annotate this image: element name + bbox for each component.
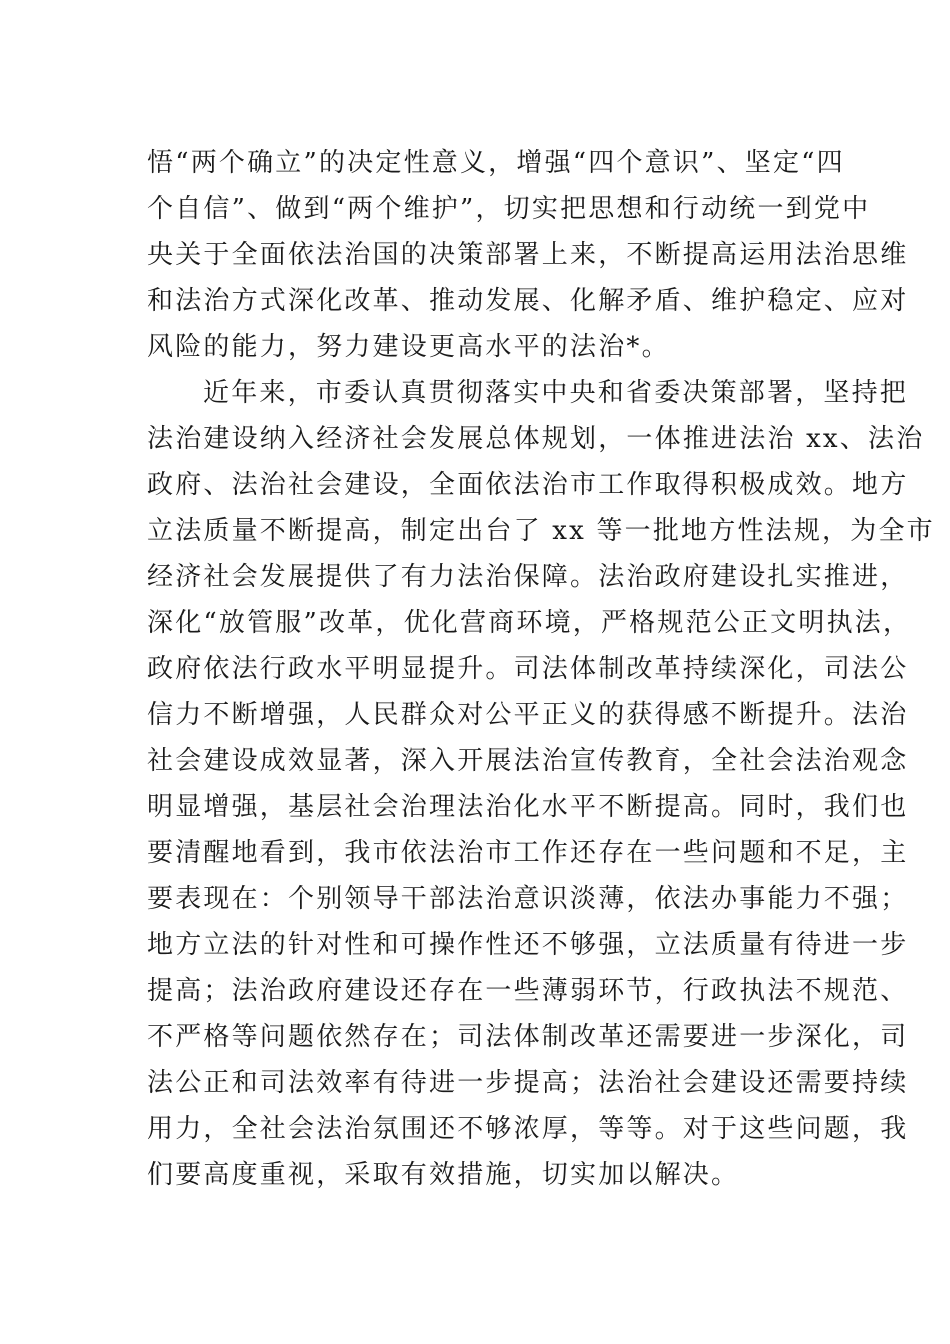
text-line: 用力，全社会法治氛围还不够浓厚，等等。对于这些问题，我 <box>147 1114 909 1144</box>
text-line: 央关于全面依法治国的决策部署上来，不断提高运用法治思维 <box>147 240 909 270</box>
text-line: 不严格等问题依然存在；司法体制改革还需要进一步深化，司 <box>147 1022 909 1052</box>
text-line: 法治建设纳入经济社会发展总体规划，一体推进法治 xx、法治 <box>147 424 925 454</box>
text-line: 近年来，市委认真贯彻落实中央和省委决策部署，坚持把 <box>203 378 909 408</box>
document-body <box>147 140 935 1198</box>
text-line: 政府依法行政水平明显提升。司法体制改革持续深化，司法公 <box>147 654 909 684</box>
text-line: 个自信”、做到“两个维护”，切实把思想和行动统一到党中 <box>147 194 871 224</box>
text-line: 深化“放管服”改革，优化营商环境，严格规范公正文明执法， <box>147 608 912 638</box>
text-line: 立法质量不断提高，制定出台了 xx 等一批地方性法规，为全市 <box>147 516 935 546</box>
text-line: 社会建设成效显著，深入开展法治宣传教育，全社会法治观念 <box>147 746 909 776</box>
text-line: 悟“两个确立”的决定性意义，增强“四个意识”、坚定“四 <box>147 148 845 178</box>
text-line: 们要高度重视，采取有效措施，切实加以解决。 <box>147 1160 740 1190</box>
text-line: 风险的能力，努力建设更高水平的法治*。 <box>147 332 670 362</box>
paragraph-1 <box>147 140 909 370</box>
text-line: 和法治方式深化改革、推动发展、化解矛盾、维护稳定、应对 <box>147 286 909 316</box>
text-line: 政府、法治社会建设，全面依法治市工作取得积极成效。地方 <box>147 470 909 500</box>
text-line: 提高；法治政府建设还存在一些薄弱环节，行政执法不规范、 <box>147 976 909 1006</box>
text-line: 要清醒地看到，我市依法治市工作还存在一些问题和不足，主 <box>147 838 909 868</box>
paragraph-2 <box>147 370 935 1198</box>
text-line: 信力不断增强，人民群众对公平正义的获得感不断提升。法治 <box>147 700 909 730</box>
text-line: 地方立法的针对性和可操作性还不够强，立法质量有待进一步 <box>147 930 909 960</box>
text-line: 明显增强，基层社会治理法治化水平不断提高。同时，我们也 <box>147 792 909 822</box>
text-line: 要表现在：个别领导干部法治意识淡薄，依法办事能力不强； <box>147 884 909 914</box>
text-line: 法公正和司法效率有待进一步提高；法治社会建设还需要持续 <box>147 1068 909 1098</box>
text-line: 经济社会发展提供了有力法治保障。法治政府建设扎实推进， <box>147 562 909 592</box>
